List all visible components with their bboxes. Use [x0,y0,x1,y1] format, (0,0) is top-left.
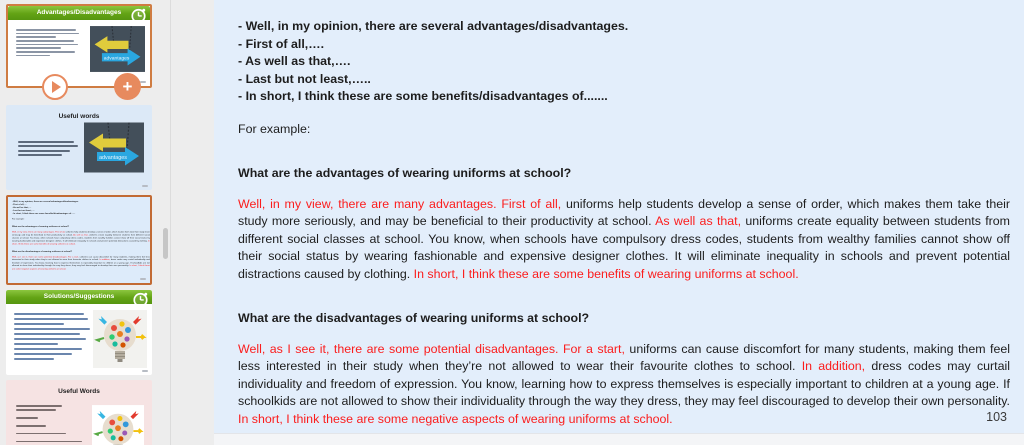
answer-segment-black: uniforms create equality between students from different social classes at school. You know, when schools have compulsory dress codes, students from wealthy families cannot show off their social status by wearing fashionable and expensive designer clothes. It will eliminate inequality in schools and prevent potential distractions caused by clothing. [12,233,150,242]
answer-segment-black: uniforms can cause discomfort for many students, making them feel less interested in their study when they’re not allowed to wear their favourite clothes to school. [238,341,1010,373]
answer-segment-red: Well, as I see it, there are some potential disadvantages. For a start, [238,341,630,356]
question-heading: What are the disadvantages of wearing uniforms at school? [238,311,590,325]
slide-thumbnail-useful-words[interactable] [6,105,152,190]
add-button[interactable] [114,73,141,100]
answer-paragraph [238,196,1010,284]
intro-line: - Last but not least,….. [238,71,371,86]
slide-page-mark [140,278,146,280]
answer-segment-red: As well as that, [655,214,746,228]
intro-line: - Last but not least,….. [12,209,35,212]
play-button[interactable] [42,74,68,100]
slide-thumbnail-selected-text[interactable] [6,195,152,285]
plus-icon: + [122,77,133,96]
page-number: 103 [986,410,1007,424]
answer-segment-red: In short, I think these are some benefits of wearing uniforms at school. [413,266,799,281]
answer-segment-red: Well, as I see it, there are some potential disadvantages. For a start, [12,255,80,258]
answer-segment-red: As well as that, [73,233,90,236]
answer-segment-black: uniforms help students develop a sense of order, which makes them take their study more seriously, and may be beneficial to their productivity at school. [12,230,150,236]
slide-thumbnail-solutions[interactable] [6,290,152,375]
thumbnail-sidebar [0,0,170,445]
mini-document [12,200,150,270]
slide-header [8,6,150,20]
slide-preview [6,105,152,190]
clock-icon [132,291,149,308]
question-heading: What are the advantages of wearing uniforms at school? [238,166,572,180]
answer-segment-black: uniforms help students develop a sense of order, which makes them take their study more seriously, and may be beneficial to their productivity at school. [238,196,1010,228]
intro-list [12,200,150,215]
slide-thumbnail-useful-words-2[interactable] [6,380,152,445]
horizontal-scrollbar-track[interactable] [214,433,1024,445]
slide-header [6,290,152,304]
thumbnail-text-placeholder [16,29,80,59]
slide-preview [6,380,152,445]
document-page [214,0,1024,433]
arrows-photo [84,122,144,173]
intro-list [238,18,1010,106]
answer-segment-red: In short, I think these are some negative aspects of wearing uniforms at school. [238,411,673,426]
slide-title: Useful Words [58,388,100,395]
intro-line: - As well as that,…. [238,54,351,68]
answer-segment-red: In addition, [99,258,111,261]
answer-segment-black: uniforms create equality between students from different social classes at school. You know, when schools have compulsory dress codes, students from wealthy families cannot show off their social status by wearing fashionable and expensive designer clothes. It will eliminate inequality in schools and prevent potential distractions caused by clothing. [238,214,1011,281]
answer-segment-red: In addition, [801,359,872,373]
intro-line: - As well as that,…. [12,206,32,209]
slide-preview [8,197,150,283]
answer-segment-red: Well, in my view, there are many advantages. First of all, [238,196,567,211]
thumbnail-text-placeholder [18,141,80,159]
answer-segment-red: In short, I think these are some negative aspects of wearing uniforms at school. [12,264,150,270]
slide-preview [6,290,152,375]
arrows-photo [90,25,145,73]
intro-line: - First of all,…. [238,36,325,51]
intro-line: - In short, I think these are some benefits/disadvantages of....... [238,89,608,103]
slide-page-mark [142,370,148,372]
answer-segment-black: uniforms can cause discomfort for many students, making them feel less interested in their study when they’re not allowed to wear their favourite clothes to school. [12,255,150,261]
intro-line: - Well, in my opinion, there are several advantages/disadvantages. [12,200,79,203]
slide-title: Useful words [58,113,100,120]
arrow-label: advantages [103,56,130,62]
answer-segment-black: dress codes may curtail individuality and freedom of expression. You know, learning how to express themselves is especially important to children at a young age. If schoolkids are not allowed to show their individuality through the way they dress, they may feel discouraged to develop their own personality. [12,258,150,267]
sidebar-scrollbar-thumb[interactable] [163,228,168,259]
document-column [214,0,1024,445]
answer-segment-red: Well, in my view, there are many advantages. First of all, [12,230,66,233]
document-content [238,18,1010,428]
for-example-label: For example: [238,121,311,136]
intro-line: - In short, I think these are some benefits/disadvantages of....... [12,212,76,215]
thumbnail-text-placeholder [16,405,86,445]
for-example-label: For example: [12,217,25,221]
lightbulb-collage-photo [93,310,147,368]
play-icon [52,81,61,93]
intro-line: - First of all,…. [12,203,27,206]
arrow-label: advantages [99,155,127,161]
answer-paragraph [238,341,1010,429]
answer-paragraph [12,255,150,270]
answer-segment-red: In short, I think these are some benefits of wearing uniforms at school. [12,239,150,245]
answer-paragraph [12,230,150,245]
question-heading: What are the disadvantages of wearing uniforms at school? [12,250,73,253]
clock-icon [130,7,147,24]
panel-gutter [170,0,214,445]
slide-title: Advantages/Disadvantages [36,9,122,16]
question-heading: What are the advantages of wearing uniforms at school? [12,225,69,228]
intro-line: - Well, in my opinion, there are several advantages/disadvantages. [238,19,629,33]
slide-thumbnail-advantages[interactable] [6,4,152,96]
slide-page-mark [142,185,148,187]
answer-segment-black: dress codes may curtail individuality and freedom of expression. You know, learning how to express themselves is especially important to children at a young age. If schoolkids are not allowed to show their individuality through the way they dress, they may feel discouraged to develop their own personality. [238,359,1010,408]
slide-page-mark [140,81,146,83]
lightbulb-collage-photo [92,404,144,445]
thumbnail-text-placeholder [14,313,92,363]
slide-title: Solutions/Suggestions [43,293,115,300]
